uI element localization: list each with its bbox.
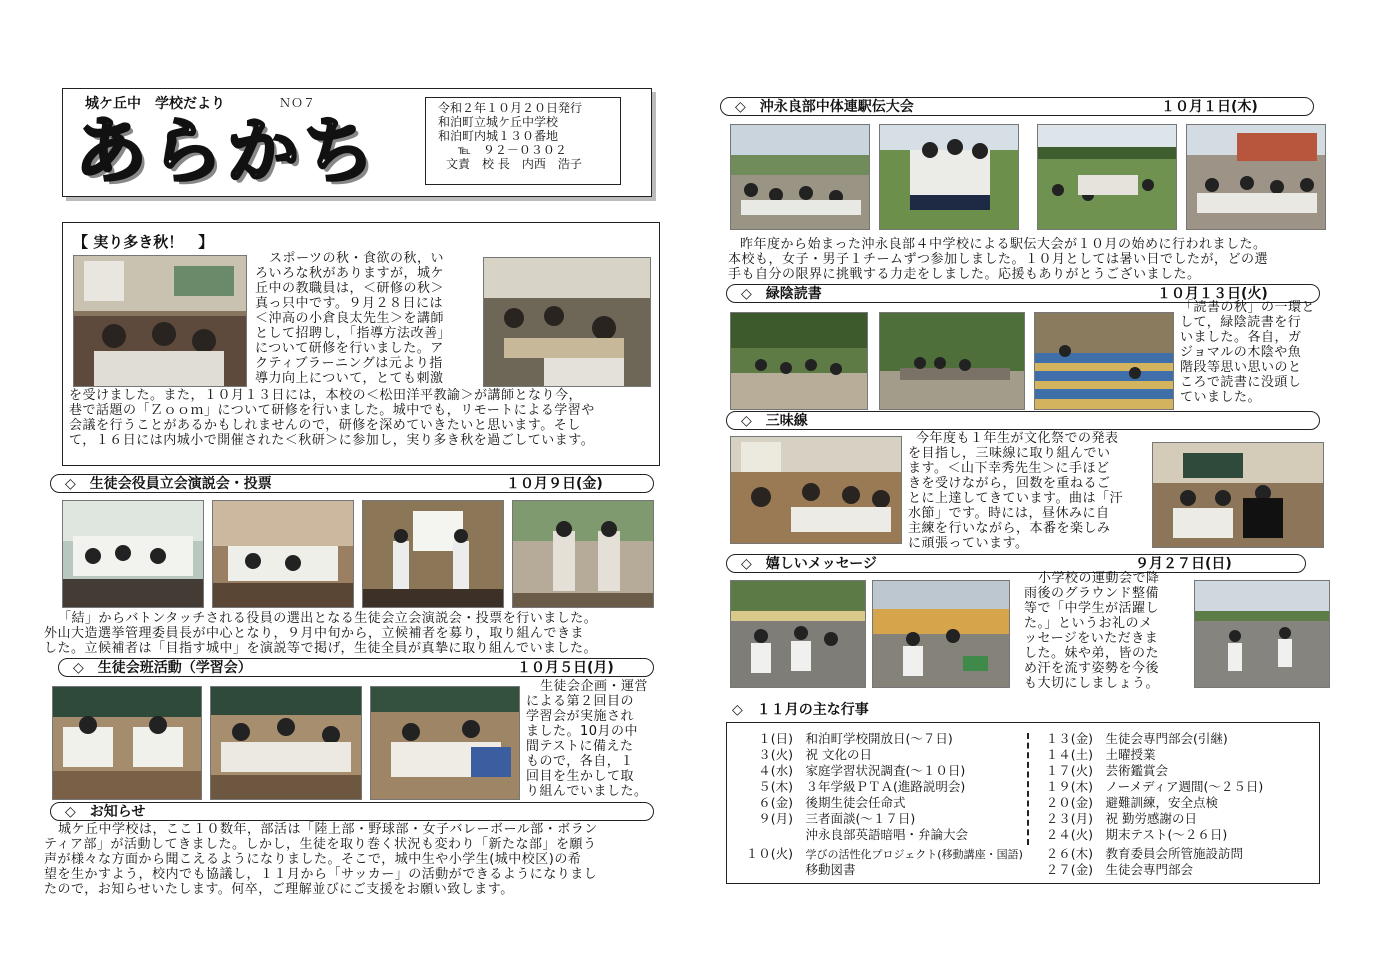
- event-date: ２６(木): [1045, 846, 1093, 861]
- message-heading: ◇ 嬉しいメッセージ: [741, 556, 877, 572]
- text-line: り組んでいました。: [526, 784, 648, 799]
- text-line: を目指し，三味線に取り組んでい: [908, 446, 1111, 461]
- publication-info: [425, 97, 621, 185]
- message-photo-3: [1194, 580, 1330, 688]
- text-line: として招聘し，｢指導方法改善｣: [255, 326, 445, 341]
- sanshin-photo-2: [1152, 442, 1324, 548]
- event-name: 避難訓練，安全点検: [1105, 795, 1219, 810]
- relay-photo-1: [730, 124, 870, 230]
- text-line: め汗を流す姿勢を今後: [1024, 661, 1160, 676]
- autumn-text-wide: [69, 388, 659, 448]
- text-line: ＜沖高の小倉良太先生＞を講師: [255, 311, 445, 326]
- events-divider: [1027, 733, 1029, 845]
- relay-date: １０月１日(木): [1161, 99, 1258, 115]
- text-line: 導力向上について，とても刺激: [255, 371, 444, 386]
- election-photo-1: [62, 500, 204, 608]
- event-date: ２４(火): [1045, 827, 1093, 842]
- autumn-text-narrow: [255, 251, 480, 386]
- text-line: て，１６日には内城小で開催された＜秋研＞に参加し，実り多き秋を過ごしています。: [69, 433, 595, 448]
- text-line: を受けました。また，１０月１３日には，本校の＜松田洋平教諭＞が講師となり今，: [69, 388, 583, 403]
- event-row: [1033, 731, 1228, 747]
- election-photo-2: [212, 500, 354, 608]
- event-date: １７(火): [1045, 763, 1093, 778]
- text-line: に頑張っています。: [908, 536, 1029, 551]
- reading-date: １０月１３日(火): [1157, 286, 1268, 302]
- text-line: 等で「中学生が活躍し: [1024, 601, 1160, 616]
- notice-text: [44, 822, 664, 897]
- info-line: 和泊町内城１３０番地: [438, 129, 559, 143]
- autumn-photo-right: [483, 257, 651, 387]
- relay-photo-3: [1037, 124, 1177, 230]
- event-row: [737, 747, 872, 763]
- event-name: 祝 文化の日: [805, 747, 872, 762]
- issue-number: ＮＯ７: [279, 96, 316, 110]
- text-line: 真っ只中です。９月２８日には: [255, 296, 443, 311]
- autumn-heading: 【 実り多き秋！ 】: [73, 233, 214, 251]
- notice-heading-bar: [50, 802, 654, 821]
- event-date: １０(火): [745, 846, 793, 861]
- text-line: 水節」です。時には，昼休みに自: [908, 506, 1110, 521]
- text-line: ていました。: [1180, 390, 1262, 405]
- text-line: 主練を行いながら，本番を楽しみ: [908, 521, 1111, 536]
- event-date: １(日): [758, 731, 793, 746]
- event-row: [1033, 846, 1243, 862]
- text-line: 「読書の秋」の一環と: [1180, 300, 1316, 315]
- text-line: 雨後のグラウンド整備: [1024, 586, 1160, 601]
- event-row: [1033, 827, 1227, 843]
- event-row: [1033, 763, 1168, 779]
- event-name: 芸術鑑賞会: [1105, 763, 1169, 778]
- event-name: ノーメディア週間(～２５日): [1105, 779, 1264, 794]
- text-line: 「結」からバトンタッチされる役員の選出となる生徒会立会演説会・投票を行いました。: [58, 611, 598, 626]
- text-line: について研修を行いました。ア: [255, 341, 444, 356]
- text-line: 今年度も１年生が文化祭での発表: [916, 431, 1119, 446]
- text-line: 回目を生かして取: [526, 769, 635, 784]
- text-line: ました。10月の中: [526, 724, 639, 739]
- text-line: ジョマルの木陰や魚: [1180, 345, 1302, 360]
- sanshin-photo-1: [730, 436, 902, 544]
- text-line: ろいろな秋がありますが，城ケ: [255, 266, 445, 281]
- sanshin-heading-bar: [726, 411, 1320, 430]
- text-line: もので，各自，１: [526, 754, 634, 769]
- masthead: [62, 88, 652, 197]
- info-line: 和泊町立城ケ丘中学校: [438, 115, 559, 129]
- event-name: 生徒会専門部会: [1105, 862, 1194, 877]
- text-line: した。立候補者は「目指す城中」を演説等で掲げ，生徒全員が真摯に取り組んでいました。: [44, 641, 597, 656]
- text-line: 階段等思い思いのと: [1180, 360, 1302, 375]
- event-row: [737, 795, 906, 811]
- text-line: いました。各自，ガ: [1180, 330, 1302, 345]
- autumn-article: [62, 222, 660, 466]
- text-line: 会議を行うことがあるかもしれませんので，研修を深めていきたいと思います。そし: [69, 418, 581, 433]
- text-line: 間テストに備えた: [526, 739, 634, 754]
- event-date: ２３(月): [1045, 811, 1093, 826]
- event-name: 学びの活性化プロジェクト(移動講座・国語): [805, 848, 1023, 861]
- text-line: とに上達してきています。曲は「汗: [908, 491, 1123, 506]
- text-line: 外山大造選挙管理委員長が中心となり，９月中旬から，立候補者を募り，取り組んできま: [44, 626, 585, 641]
- message-text: [1024, 571, 1192, 691]
- text-line: た。」というお礼のメ: [1024, 616, 1153, 631]
- text-line: クティブラーニングは元より指: [255, 356, 443, 371]
- event-name: 教育委員会所管施設訪問: [1105, 846, 1244, 861]
- text-line: した。妹や弟，皆のた: [1024, 646, 1160, 661]
- relay-heading: ◇ 沖永良部中体連駅伝大会: [735, 99, 914, 115]
- event-name: 移動図書: [805, 862, 856, 877]
- text-line: 本校も，女子・男子１チームずつ参加しました。１０月としては暑い日でしたが，どの選: [728, 252, 1269, 267]
- event-name: 土曜授業: [1105, 747, 1156, 762]
- text-line: きを受けながら，回数を重ねるご: [908, 476, 1111, 491]
- election-photo-3: [362, 500, 504, 608]
- relay-photo-2: [879, 124, 1019, 230]
- event-row: [737, 731, 953, 747]
- event-row: [1033, 779, 1263, 795]
- election-heading-bar: [50, 474, 654, 493]
- event-date: ４(水): [758, 763, 793, 778]
- text-line: 丘中の教職員は，＜研修の秋＞: [255, 281, 445, 296]
- text-line: ティア部」が活動してきました。しかし，生徒を取り巻く状況も変わり「新たな部」を願う: [44, 837, 597, 852]
- event-date: ２０(金): [1045, 795, 1093, 810]
- study-photo-1: [52, 686, 202, 800]
- text-line: ます。＜山下幸秀先生＞に手ほど: [908, 461, 1110, 476]
- reading-heading: ◇ 緑陰読書: [741, 286, 822, 302]
- event-row: [1033, 811, 1197, 827]
- study-heading-bar: [58, 658, 654, 677]
- reading-photo-1: [730, 312, 868, 410]
- event-name: 和泊町学校開放日(～７日): [805, 731, 953, 746]
- event-row: [1033, 862, 1193, 878]
- text-line: して，緑陰読書を行: [1180, 315, 1302, 330]
- event-date: １４(土): [1045, 747, 1093, 762]
- reading-text: [1180, 300, 1330, 405]
- event-name: 後期生徒会任命式: [805, 795, 906, 810]
- school-name: 城ケ丘中 学校だより: [85, 96, 225, 112]
- message-date: ９月２７日(日): [1135, 556, 1232, 572]
- event-date: １３(金): [1045, 731, 1093, 746]
- event-date: １９(木): [1045, 779, 1093, 794]
- election-date: １０月９日(金): [506, 476, 603, 492]
- message-heading-bar: [726, 554, 1306, 573]
- text-line: ころで読書に没頭し: [1180, 375, 1302, 390]
- event-name: 家庭学習状況調査(～１０日): [805, 763, 966, 778]
- election-photo-4: [512, 500, 654, 608]
- event-date: ６(金): [758, 795, 793, 810]
- info-line: ℡ ９２－０３０２: [458, 143, 567, 157]
- event-name: 沖永良部英語暗唱・弁論大会: [805, 827, 969, 842]
- event-date: ５(木): [758, 779, 793, 794]
- text-line: スポーツの秋・食欲の秋，い: [269, 251, 444, 266]
- text-line: たので，お知らせいたします。何卒，ご理解並びにご支援をお願い致します。: [44, 882, 514, 897]
- info-line: 文責 校 長 内西 浩子: [446, 157, 582, 171]
- event-row: [737, 779, 965, 795]
- study-photo-3: [370, 686, 520, 800]
- november-events-table: [726, 722, 1320, 884]
- event-row: [737, 763, 965, 779]
- relay-photo-4: [1186, 124, 1326, 230]
- text-line: 巷で話題の「Ｚｏｏｍ」について研修を行いました。城中でも，リモートによる学習や: [69, 403, 595, 418]
- study-heading: ◇ 生徒会班活動（学習会）: [73, 660, 252, 676]
- study-text: [526, 679, 666, 799]
- text-line: 小学校の運動会で降: [1038, 571, 1160, 586]
- event-row: [737, 846, 1023, 863]
- text-line: 声が様々な方面から聞こえるようになりました。そこで，城中生や小学生(城中校区)の希: [44, 852, 582, 867]
- event-row: [737, 827, 968, 843]
- event-row: [737, 862, 856, 878]
- newsletter-title: あらかち: [75, 108, 380, 193]
- sanshin-heading: ◇ 三味線: [741, 413, 808, 429]
- election-text: [44, 611, 664, 656]
- text-line: 手も自分の限界に挑戦する力走をしました。応援もありがとうございました。: [728, 267, 1201, 282]
- study-date: １０月５日(月): [517, 660, 614, 676]
- autumn-photo-left: [73, 255, 247, 387]
- election-heading: ◇ 生徒会役員立会演説会・投票: [65, 476, 272, 492]
- message-photo-2: [872, 580, 1010, 688]
- text-line: 生徒会企画・運営: [540, 679, 649, 694]
- reading-photo-3: [1034, 312, 1174, 410]
- info-line: 令和２年１０月２０日発行: [438, 101, 583, 115]
- reading-photo-2: [879, 312, 1025, 410]
- text-line: も大切にしましょう。: [1024, 676, 1160, 691]
- event-name: ３年学級ＰＴＡ(進路説明会): [805, 779, 966, 794]
- text-line: 城ケ丘中学校は，ここ１０数年，部活は「陸上部・野球部・女子バレーボール部・ボラン: [58, 822, 598, 837]
- text-line: 学習会が実施され: [526, 709, 635, 724]
- notice-heading: ◇ お知らせ: [65, 804, 146, 820]
- event-row: [1033, 795, 1218, 811]
- text-line: 昨年度から始まった沖永良部４中学校による駅伝大会が１０月の始めに行われました。: [740, 237, 1267, 252]
- text-line: による第２回目の: [526, 694, 635, 709]
- sanshin-text: [908, 431, 1148, 551]
- event-date: ２７(金): [1045, 862, 1093, 877]
- event-name: 祝 勤労感謝の日: [1105, 811, 1197, 826]
- text-line: ッセージをいただきま: [1024, 631, 1159, 646]
- event-row: [737, 811, 915, 827]
- event-date: ９(月): [758, 811, 793, 826]
- november-heading: ◇ １１月の主な行事: [732, 702, 869, 718]
- event-date: ３(火): [758, 747, 793, 762]
- relay-heading-bar: [720, 97, 1314, 116]
- message-photo-1: [730, 580, 866, 688]
- event-name: 期末テスト(～２６日): [1105, 827, 1228, 842]
- event-name: 生徒会専門部会(引継): [1105, 731, 1228, 746]
- relay-text: [728, 237, 1348, 282]
- event-name: 三者面談(～１７日): [805, 811, 916, 826]
- text-line: 望を生かすよう，校内でも協議し，１１月から「サッカー」の活動ができるようになりまし: [44, 867, 598, 882]
- event-row: [1033, 747, 1156, 763]
- study-photo-2: [210, 686, 362, 800]
